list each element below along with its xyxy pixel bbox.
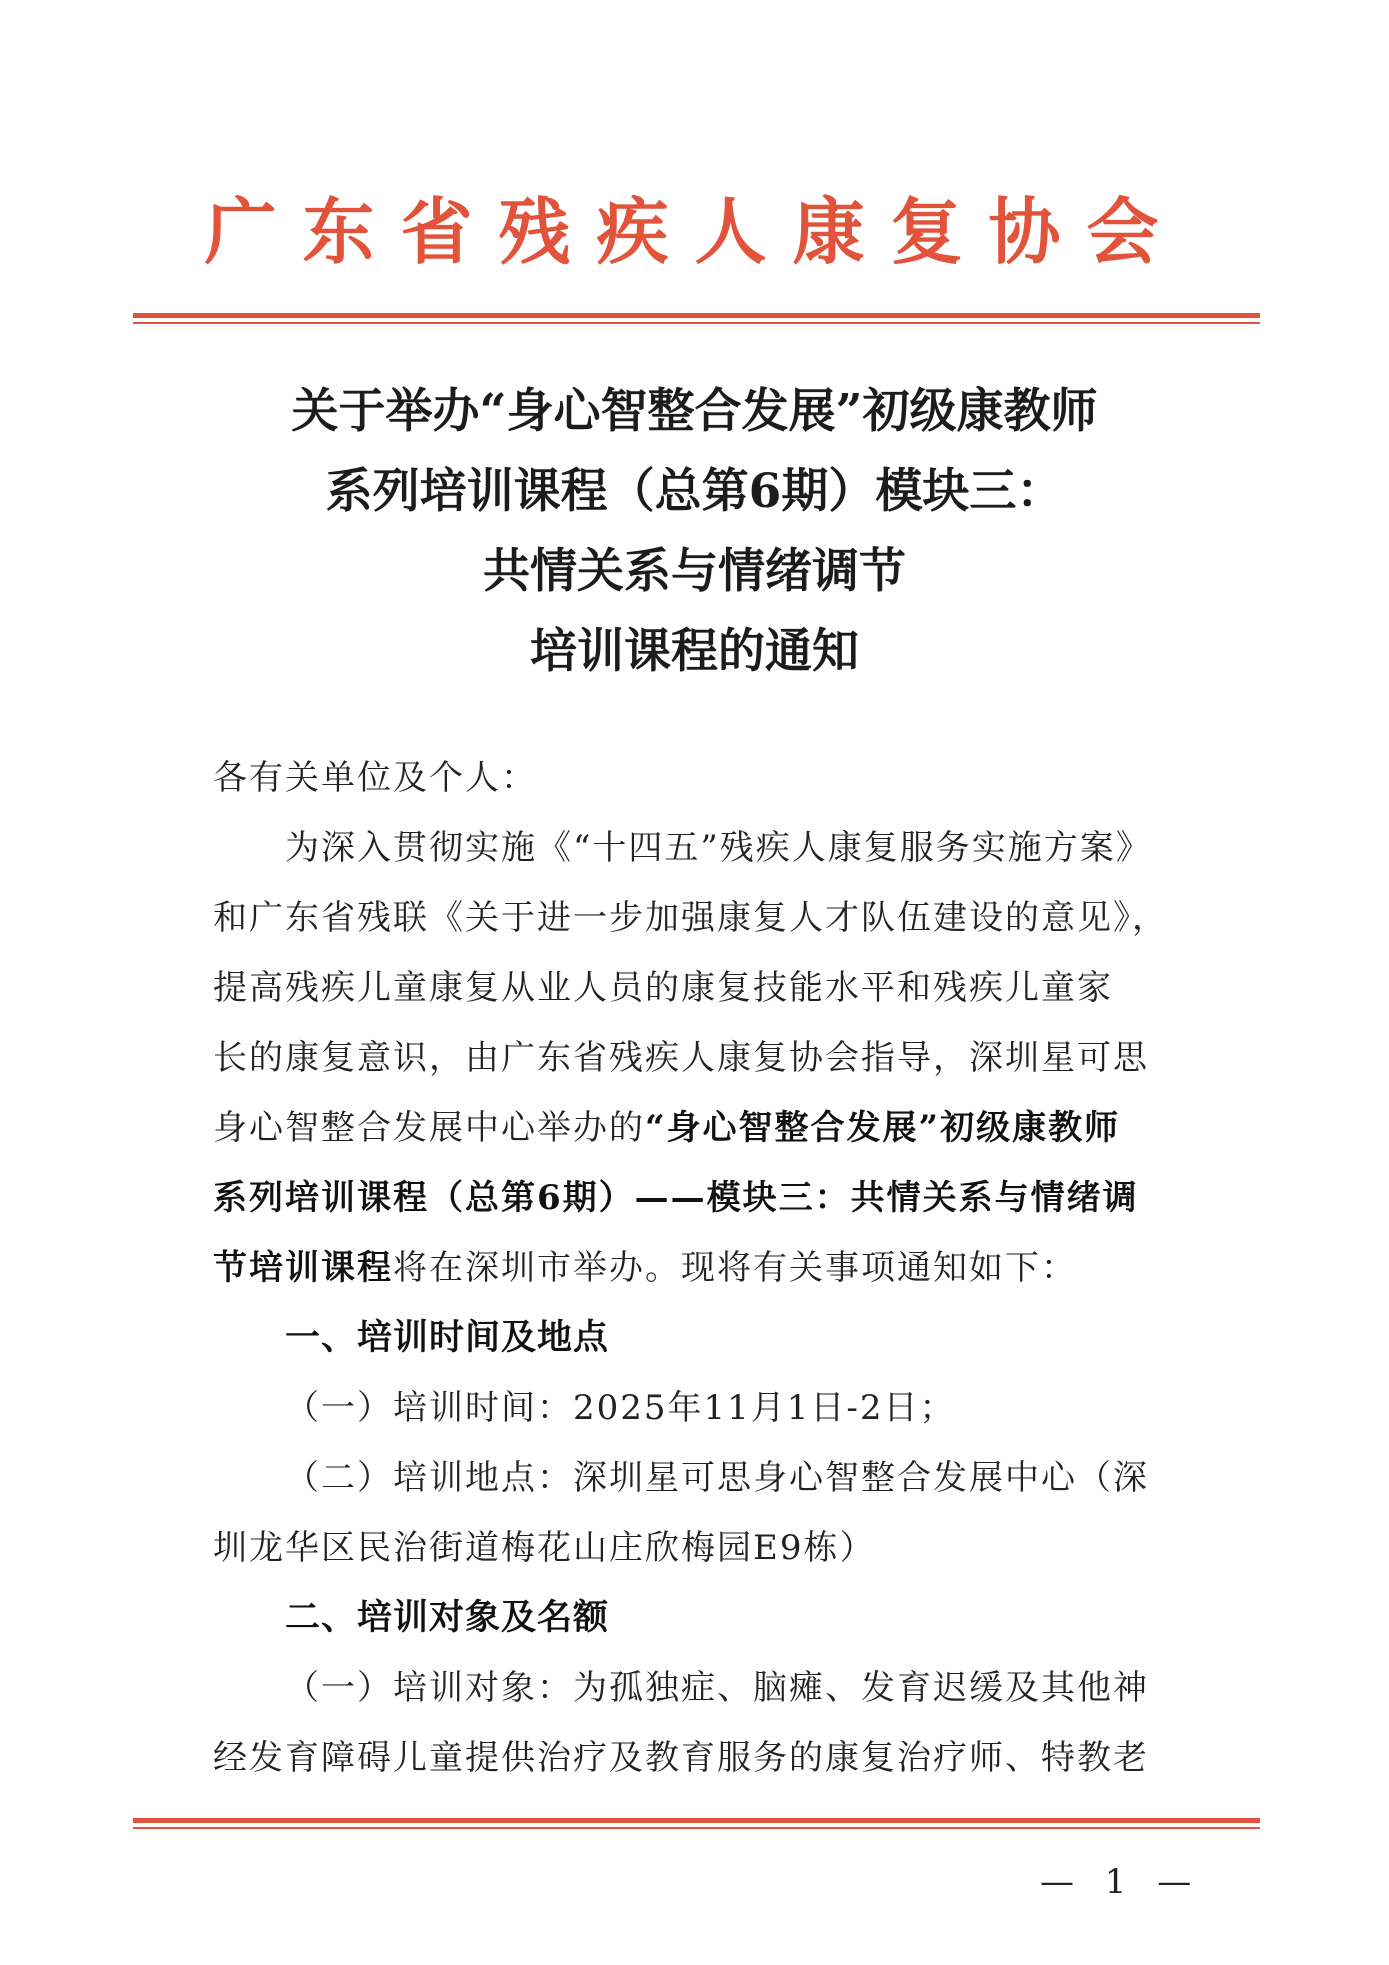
intro-line-1: 为深入贯彻实施《“十四五”残疾人康复服务实施方案》 bbox=[285, 828, 1152, 868]
intro-course-name-part-2: 系列培训课程（总第6期）——模块三：共情关系与情绪调 bbox=[213, 1178, 1139, 1218]
section-2-target-line-1: （一）培训对象：为孤独症、脑瘫、发育迟缓及其他神 bbox=[285, 1668, 1149, 1708]
intro-line-8-text: 将在深圳市举办。现将有关事项通知如下： bbox=[393, 1248, 1077, 1288]
intro-line-8 bbox=[213, 1233, 1077, 1303]
salutation: 各有关单位及个人： bbox=[213, 758, 537, 798]
section-2-target-line-2: 经发育障碍儿童提供治疗及教育服务的康复治疗师、特教老 bbox=[213, 1738, 1149, 1778]
intro-course-name-part-3: 节培训课程 bbox=[213, 1248, 393, 1288]
page-number: — 1 — bbox=[1040, 1862, 1202, 1902]
section-1-heading: 一、培训时间及地点 bbox=[285, 1317, 610, 1358]
section-1-place-line-2: 圳龙华区民治街道梅花山庄欣梅园E9栋） bbox=[213, 1528, 876, 1568]
title-line-2: 系列培训课程（总第6期）模块三： bbox=[325, 464, 1064, 519]
title-line-3: 共情关系与情绪调节 bbox=[483, 544, 906, 599]
intro-line-3: 提高残疾儿童康复从业人员的康复技能水平和残疾儿童家 bbox=[213, 968, 1113, 1008]
section-1-time: （一）培训时间：2025年11月1日-2日； bbox=[285, 1388, 956, 1428]
title-line-1: 关于举办“身心智整合发展”初级康教师 bbox=[291, 384, 1098, 439]
letterhead-org-name: 广东省残疾人康复协会 bbox=[204, 189, 1185, 274]
intro-line-5-text: 身心智整合发展中心举办的 bbox=[213, 1108, 645, 1148]
title-line-4: 培训课程的通知 bbox=[530, 624, 859, 679]
intro-line-4: 长的康复意识，由广东省残疾人康复协会指导，深圳星可思 bbox=[213, 1038, 1149, 1078]
intro-line-2: 和广东省残联《关于进一步加强康复人才队伍建设的意见》， bbox=[213, 898, 1168, 938]
section-2-heading: 二、培训对象及名额 bbox=[285, 1597, 610, 1638]
notice-title bbox=[0, 372, 1389, 692]
intro-course-name-part-1: “身心智整合发展”初级康教师 bbox=[645, 1108, 1121, 1148]
section-1-place-line-1: （二）培训地点：深圳星可思身心智整合发展中心（深 bbox=[285, 1458, 1149, 1498]
intro-line-5 bbox=[213, 1093, 1120, 1163]
